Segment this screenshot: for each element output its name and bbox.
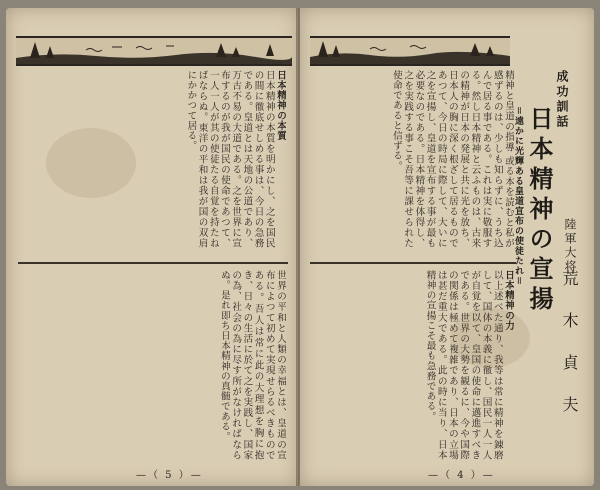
left-page: [6, 8, 298, 486]
left-lower-column: [20, 270, 286, 460]
column-divider: [310, 262, 516, 264]
article-subtitle: ＝遠かに光輝ある皇道宣布の使徒たれ＝: [513, 106, 523, 287]
right-upper-column: [310, 70, 514, 248]
right-section-heading: 日本精神の力: [503, 270, 514, 331]
folio-right: —（ 4 ）—: [428, 470, 495, 481]
folio-left: —（ 5 ）—: [136, 470, 203, 481]
left-header-illustration: [16, 36, 292, 66]
article-title: 日本精神の宣揚: [525, 106, 554, 316]
landscape-trees-icon: [310, 38, 510, 64]
landscape-trees-icon: [16, 38, 292, 64]
left-section-heading: 日本精神の本質: [275, 70, 286, 141]
left-upper-column: [20, 70, 286, 248]
left-lower-body: 世界の平和と人類の幸福とは、皇道の宣布によつて初めて実現せらるべきものである。吾人は常に此の大理想を胸に抱き、日々の生活に於て之を実践し、国家の為、社会の為に尽す所がなければならぬ。是れ即ち日本精神の真髄である。: [218, 270, 286, 460]
author-name: 荒木貞夫: [560, 270, 579, 438]
author-rank: 陸軍大将: [563, 218, 577, 274]
right-upper-body: 精神と皇道の指導 或る本を読むと私が感ずるのは、少しも知らずに、うち込んで居る事である。これは実に敬服する。然し日本精神と云ふものは、古来の精神が日本の発展と共に光を放ち、日本人の胸に深く根ざして居るものであつて、今日の時局に際して、大いに之を宣揚し、皇道を宣布する事が最も必要なのである。日本精神を体得し、之を実践する事こそ吾等に課せられた使命であると信ずる。: [390, 70, 514, 248]
right-lower-body: 以上述べた通り、我等は常に精神を錬磨して、国体の本義に徹し、国民一人一人が自覚を以て、皇国の使命に邁進すべきである。世界の大勢を観るに、今や国際の関係は極めて複雑であり、日本の立場は甚だ重大である。此の時に当り、日本精神の宣揚こそ最も急務である。: [424, 270, 503, 460]
left-upper-body: 日本精神の本質を明かにし、之を国民の間に徹底せしめる事は、今日の急務である。皇道とは天地の公道であり、万古不易の大道である。之を世界に宣布するのが我が国民の使命であつて、一人一人が其の使徒たる自覚を持たねばならぬ。東洋の平和は我が国の双肩にかかつて居る。: [185, 70, 275, 248]
right-lower-column: [310, 270, 514, 460]
right-page: [300, 8, 594, 486]
series-label: 成功訓話: [555, 70, 569, 130]
column-divider: [18, 262, 288, 264]
right-header-illustration: [310, 36, 510, 66]
